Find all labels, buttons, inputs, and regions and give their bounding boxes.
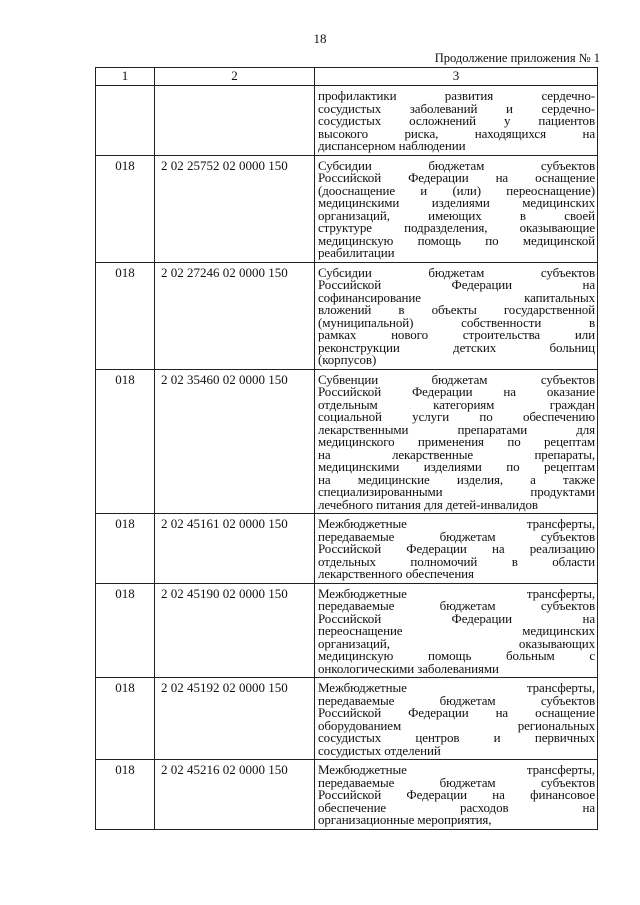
description-line: Российской Федерации на bbox=[318, 610, 595, 626]
description-line: реконструкции детских больниц bbox=[318, 339, 595, 355]
description-line: (дооснащение и (или) переоснащение) bbox=[318, 182, 595, 198]
description-line: организационные мероприятия, bbox=[318, 812, 492, 827]
table-row bbox=[96, 369, 598, 514]
budget-code-cell: 2 02 45190 02 0000 150 bbox=[155, 583, 315, 678]
description-line: Субвенции бюджетам субъектов bbox=[318, 371, 595, 387]
continuation-label: Продолжение приложения № 1 bbox=[434, 51, 600, 65]
description-line: на лекарственные препараты, bbox=[318, 446, 595, 462]
description-line: Межбюджетные трансферты, bbox=[318, 680, 595, 695]
description-line: передаваемые бюджетам субъектов bbox=[318, 692, 595, 708]
description-line: передаваемые бюджетам субъектов bbox=[318, 598, 595, 613]
column-header-3: 3 bbox=[315, 68, 598, 86]
column-header-2: 2 bbox=[155, 68, 315, 86]
description-line: сосудистых осложнений у пациентов bbox=[318, 113, 595, 128]
description-line: реабилитации bbox=[318, 245, 395, 260]
description-line: сосудистых отделений bbox=[318, 742, 441, 758]
table-row bbox=[96, 86, 598, 156]
description-line: лекарственными препаратами для bbox=[318, 421, 595, 437]
description-line: онкологическими заболеваниями bbox=[318, 660, 499, 676]
description-line: Межбюджетные трансферты, bbox=[318, 762, 595, 777]
description-line: рамках нового строительства или bbox=[318, 327, 595, 342]
description-cell bbox=[315, 262, 598, 369]
description-line: Российской Федерации на финансовое bbox=[318, 787, 595, 802]
description-cell bbox=[315, 155, 598, 262]
description-line: (корпусов) bbox=[318, 352, 377, 367]
page-number: 18 bbox=[313, 31, 327, 46]
description-cell bbox=[315, 514, 598, 584]
admin-code-cell: 018 bbox=[96, 678, 155, 760]
description-line: медицинскими изделиями по рецептам bbox=[318, 459, 595, 474]
table-row bbox=[96, 262, 598, 369]
description-line: Российской Федерации на оснащение bbox=[318, 170, 595, 185]
description-cell bbox=[315, 760, 598, 830]
description-line: лекарственного обеспечения bbox=[318, 566, 474, 581]
description-line: обеспечение расходов на bbox=[318, 799, 595, 815]
table-row bbox=[96, 583, 598, 678]
description-line: передаваемые бюджетам субъектов bbox=[318, 528, 595, 544]
description-line: Российской Федерации на bbox=[318, 277, 595, 292]
description-line: медицинского применения по рецептам bbox=[318, 434, 595, 449]
admin-code-cell: 018 bbox=[96, 583, 155, 678]
description-line: софинансирование капитальных bbox=[318, 289, 595, 305]
description-line: Российской Федерации на оказание bbox=[318, 384, 595, 399]
description-cell bbox=[315, 583, 598, 678]
table-row bbox=[96, 514, 598, 584]
table-row bbox=[96, 678, 598, 760]
budget-code-cell: 2 02 27246 02 0000 150 bbox=[155, 262, 315, 369]
column-header-1: 1 bbox=[96, 68, 155, 86]
admin-code-cell: 018 bbox=[96, 262, 155, 369]
description-line: сосудистых центров и первичных bbox=[318, 730, 595, 745]
description-line: сосудистых заболеваний и сердечно- bbox=[318, 100, 595, 116]
budget-code-cell: 2 02 45161 02 0000 150 bbox=[155, 514, 315, 584]
budget-code-cell: 2 02 35460 02 0000 150 bbox=[155, 369, 315, 514]
budget-code-cell: 2 02 25752 02 0000 150 bbox=[155, 155, 315, 262]
description-line: Субсидии бюджетам субъектов bbox=[318, 157, 595, 173]
description-line: Российской Федерации на реализацию bbox=[318, 541, 595, 556]
description-line: лечебного питания для детей-инвалидов bbox=[318, 496, 538, 512]
admin-code-cell: 018 bbox=[96, 760, 155, 830]
description-line: Российской Федерации на оснащение bbox=[318, 705, 595, 720]
table-row bbox=[96, 155, 598, 262]
description-line: Межбюджетные трансферты, bbox=[318, 585, 595, 601]
description-line: передаваемые бюджетам субъектов bbox=[318, 774, 595, 790]
budget-code-cell: 2 02 45216 02 0000 150 bbox=[155, 760, 315, 830]
budget-code-cell bbox=[155, 86, 315, 156]
description-line: Межбюджетные трансферты, bbox=[318, 516, 595, 531]
description-line: диспансерном наблюдении bbox=[318, 138, 466, 153]
description-line: отдельных полномочий в области bbox=[318, 553, 595, 569]
description-line: вложений в объекты государственной bbox=[318, 302, 595, 317]
table-header-row bbox=[96, 68, 598, 86]
description-line: медицинскую помощь больным с bbox=[318, 648, 595, 663]
description-line: (муниципальной) собственности в bbox=[318, 314, 595, 330]
description-line: организаций, имеющих в своей bbox=[318, 207, 595, 223]
description-line: профилактики развития сердечно- bbox=[318, 88, 595, 103]
table-body bbox=[96, 86, 598, 830]
description-line: организаций, оказывающих bbox=[318, 635, 595, 651]
admin-code-cell: 018 bbox=[96, 155, 155, 262]
description-line: высокого риска, находящихся на bbox=[318, 125, 595, 141]
admin-code-cell bbox=[96, 86, 155, 156]
description-line: оборудованием региональных bbox=[318, 717, 595, 733]
description-line: социальной услуги по обеспечению bbox=[318, 409, 595, 424]
description-cell bbox=[315, 86, 598, 156]
description-line: медицинскими изделиями медицинских bbox=[318, 195, 595, 210]
description-line: Субсидии бюджетам субъектов bbox=[318, 264, 595, 280]
description-line: структуре подразделения, оказывающие bbox=[318, 220, 595, 235]
description-cell bbox=[315, 678, 598, 760]
admin-code-cell: 018 bbox=[96, 369, 155, 514]
admin-code-cell: 018 bbox=[96, 514, 155, 584]
description-line: специализированными продуктами bbox=[318, 484, 595, 499]
budget-code-cell: 2 02 45192 02 0000 150 bbox=[155, 678, 315, 760]
description-line: медицинскую помощь по медицинской bbox=[318, 232, 595, 248]
description-line: переоснащение медицинских bbox=[318, 623, 595, 638]
description-cell bbox=[315, 369, 598, 514]
description-line: отдельным категориям граждан bbox=[318, 396, 595, 412]
description-line: на медицинские изделия, а также bbox=[318, 471, 595, 487]
table-row bbox=[96, 760, 598, 830]
revenue-codes-table bbox=[95, 67, 598, 830]
